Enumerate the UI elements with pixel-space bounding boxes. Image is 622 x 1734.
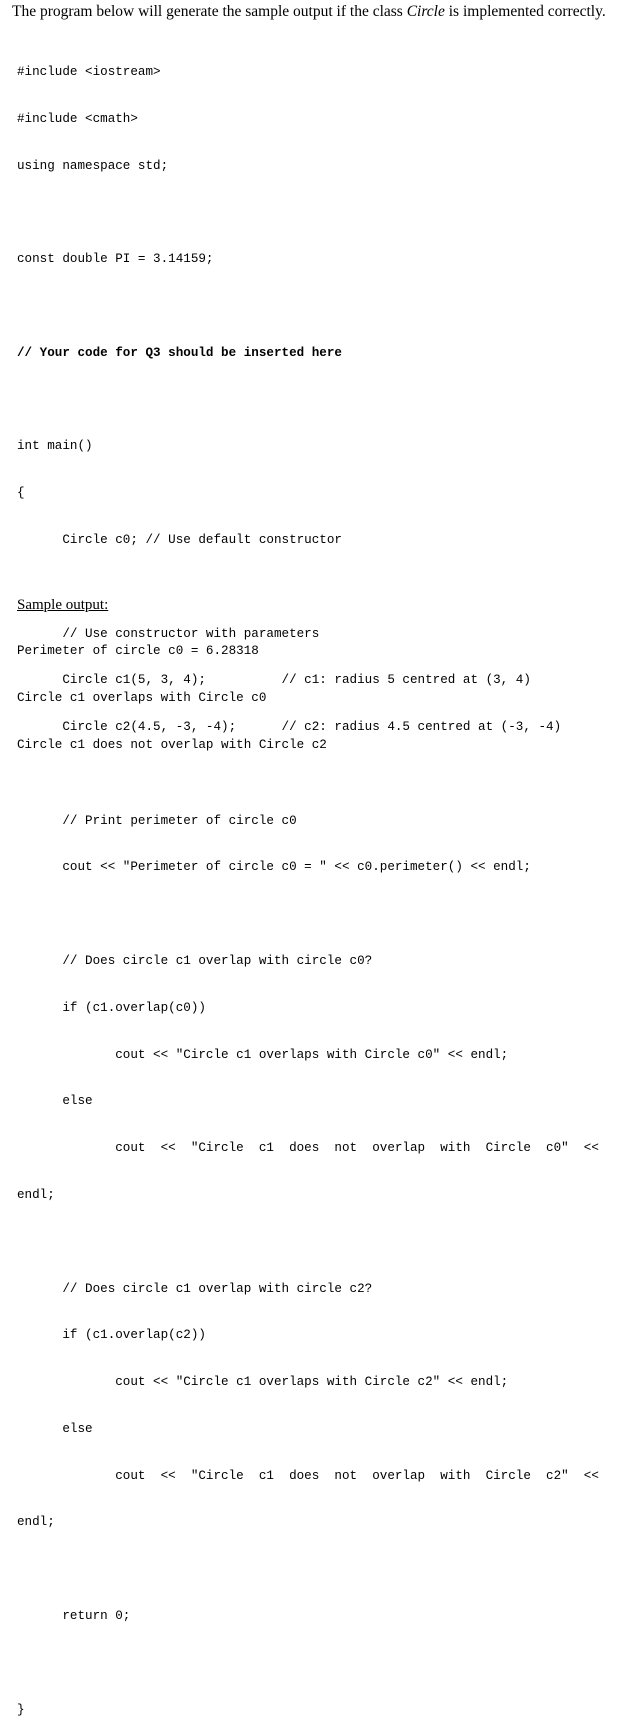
code-line: using namespace std; [17,158,169,173]
code-line: else [17,1421,93,1436]
code-line: { [17,486,25,501]
code-line [17,1656,617,1672]
code-line: cout << "Circle c1 does not overlap with Circle c2" << [17,1468,599,1483]
code-block [17,34,617,1734]
code-line: #include <iostream> [17,65,161,80]
code-line: Circle c0; // Use default constructor [17,533,342,547]
code-line: cout << "Circle c1 does not overlap with Circle c0" << [17,1141,599,1156]
code-line [17,393,617,409]
code-line: // Does circle c1 overlap with circle c0? [17,954,373,969]
intro-after: is implemented correctly. [444,3,606,20]
code-line [17,206,617,222]
code-line: const double PI = 3.14159; [17,252,214,267]
code-line [17,767,617,783]
code-line: cout << "Circle c1 overlaps with Circle c2" << endl; [17,1375,509,1390]
code-line: // Print perimeter of circle c0 [17,813,297,828]
sample-output-line: Perimeter of circle c0 = 6.28318 [17,644,259,659]
code-line: #include <cmath> [17,111,138,126]
code-line: int main() [17,439,93,454]
intro-before: The program below will generate the sample output if the class [12,3,407,20]
code-line [17,907,617,923]
code-line: Circle c2(4.5, -3, -4); // c2: radius 4.5 centred at (-3, -4) [17,720,562,735]
sample-output-line: Circle c1 does not overlap with Circle c2 [17,737,327,752]
intro-text [12,2,616,22]
code-line [17,299,617,315]
code-line: cout << "Perimeter of circle c0 = " << c0.perimeter() << endl; [17,860,531,875]
code-line: if (c1.overlap(c0)) [17,1000,206,1015]
sample-output [17,613,327,769]
code-line: return 0; [17,1608,131,1623]
code-line [17,1235,617,1251]
code-line: if (c1.overlap(c2)) [17,1328,206,1343]
code-line: else [17,1094,93,1109]
code-line: // Does circle c1 overlap with circle c2? [17,1281,373,1296]
code-line: endl; [17,1515,55,1530]
sample-output-line: Circle c1 overlaps with Circle c0 [17,690,267,705]
code-line: Circle c1(5, 3, 4); // c1: radius 5 centred at (3, 4) [17,673,531,688]
code-line: cout << "Circle c1 overlaps with Circle c0" << endl; [17,1047,509,1062]
code-line: // Use constructor with parameters [17,626,320,641]
code-line: endl; [17,1187,55,1202]
class-name: Circle [406,3,445,20]
code-line: } [17,1702,25,1717]
code-line-insert-comment: // Your code for Q3 should be inserted here [17,345,342,360]
sample-output-title: Sample output: [17,597,109,613]
code-line [17,580,617,596]
code-line [17,1562,617,1578]
